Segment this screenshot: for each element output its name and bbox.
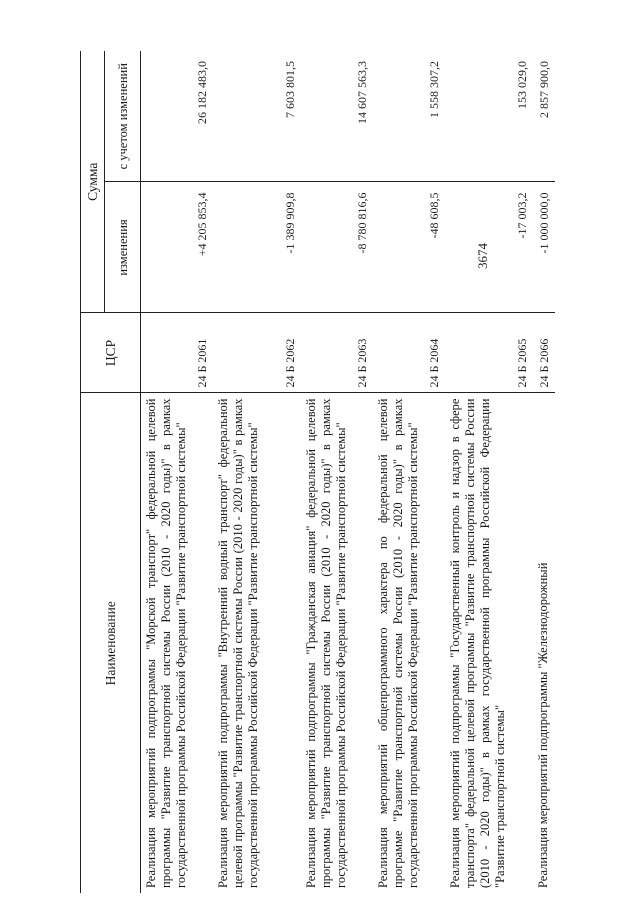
row-total: 7 603 801,5 [282, 60, 297, 118]
row-change: -1 389 909,8 [213, 182, 301, 313]
row-csr: 24 Б 2063 [301, 313, 373, 393]
row-name: Реализация мероприятий подпрограммы "Железнодорожный [533, 393, 555, 893]
row-name: Реализация мероприятий подпрограммы "Внутренний водный транспорт" федеральной целевой программы "Развитие транспортной системы России (2010 - 2020 годы)" в рамках государственной программы Российской Федерации "Развитие транспортной системы" [213, 393, 301, 893]
table-row [141, 51, 213, 893]
row-change: -48 608,5 [373, 182, 445, 313]
header-csr: ЦСР [81, 313, 141, 393]
row-total: 1 558 307,2 [426, 60, 441, 118]
row-csr: 24 Б 2064 [373, 313, 445, 393]
row-change: -8 780 816,6 [301, 182, 373, 313]
row-name: Реализация мероприятий общепрограммного характера по федеральной целевой программе "Развитие транспортной системы России (2010 - 2020 годы)" в рамках государственной программы Российской Федерации "Развитие транспортной системы" [373, 393, 445, 893]
row-name: Реализация мероприятий подпрограммы "Гражданская авиация" федеральной целевой программы "Развитие транспортной системы России (2010 - 2020 годы)" в рамках государственной программы Российской Федерации "Развитие транспортной системы" [301, 393, 373, 893]
budget-table [80, 51, 555, 893]
row-csr: 24 Б 2062 [213, 313, 301, 393]
row-total: 26 182 483,0 [194, 60, 209, 124]
row-csr: 24 Б 2061 [141, 313, 213, 393]
row-name: Реализация мероприятий подпрограммы "Морской транспорт" федеральной целевой программы "Развитие транспортной системы России (2010 - 2020 годы)" в рамках государственной программы Российской Федерации "Развитие транспортной системы" [141, 393, 213, 893]
table-row [533, 51, 555, 893]
row-change: -1 000 000,0 [533, 182, 555, 313]
page-number: 3674 [475, 243, 490, 269]
header-changes: изменения [105, 182, 141, 313]
table-row [301, 51, 373, 893]
header-name: Наименование [81, 393, 141, 893]
row-name: Реализация мероприятий подпрограммы "Государственный контроль и надзор в сфере транспорта" федеральной целевой программы "Развитие транспортной системы России (2010 - 2020 годы)" в рамках государственной программы Российской Федерации "Развитие транспортной системы" [445, 393, 533, 893]
rotated-table-container [80, 51, 560, 893]
table-row [213, 51, 301, 893]
row-csr: 24 Б 2065 [445, 313, 533, 393]
table-row [373, 51, 445, 893]
row-total: 2 857 900,0 [536, 60, 551, 118]
row-total: 14 607 563,3 [354, 60, 369, 124]
header-sum: Сумма [81, 51, 105, 313]
row-change: +4 205 853,4 [141, 182, 213, 313]
row-change: -17 003,2 [445, 182, 533, 313]
row-csr: 24 Б 2066 [533, 313, 555, 393]
header-with-changes: с учетом изменений [105, 51, 141, 182]
row-total: 153 029,0 [514, 60, 529, 109]
table-row [445, 51, 533, 893]
